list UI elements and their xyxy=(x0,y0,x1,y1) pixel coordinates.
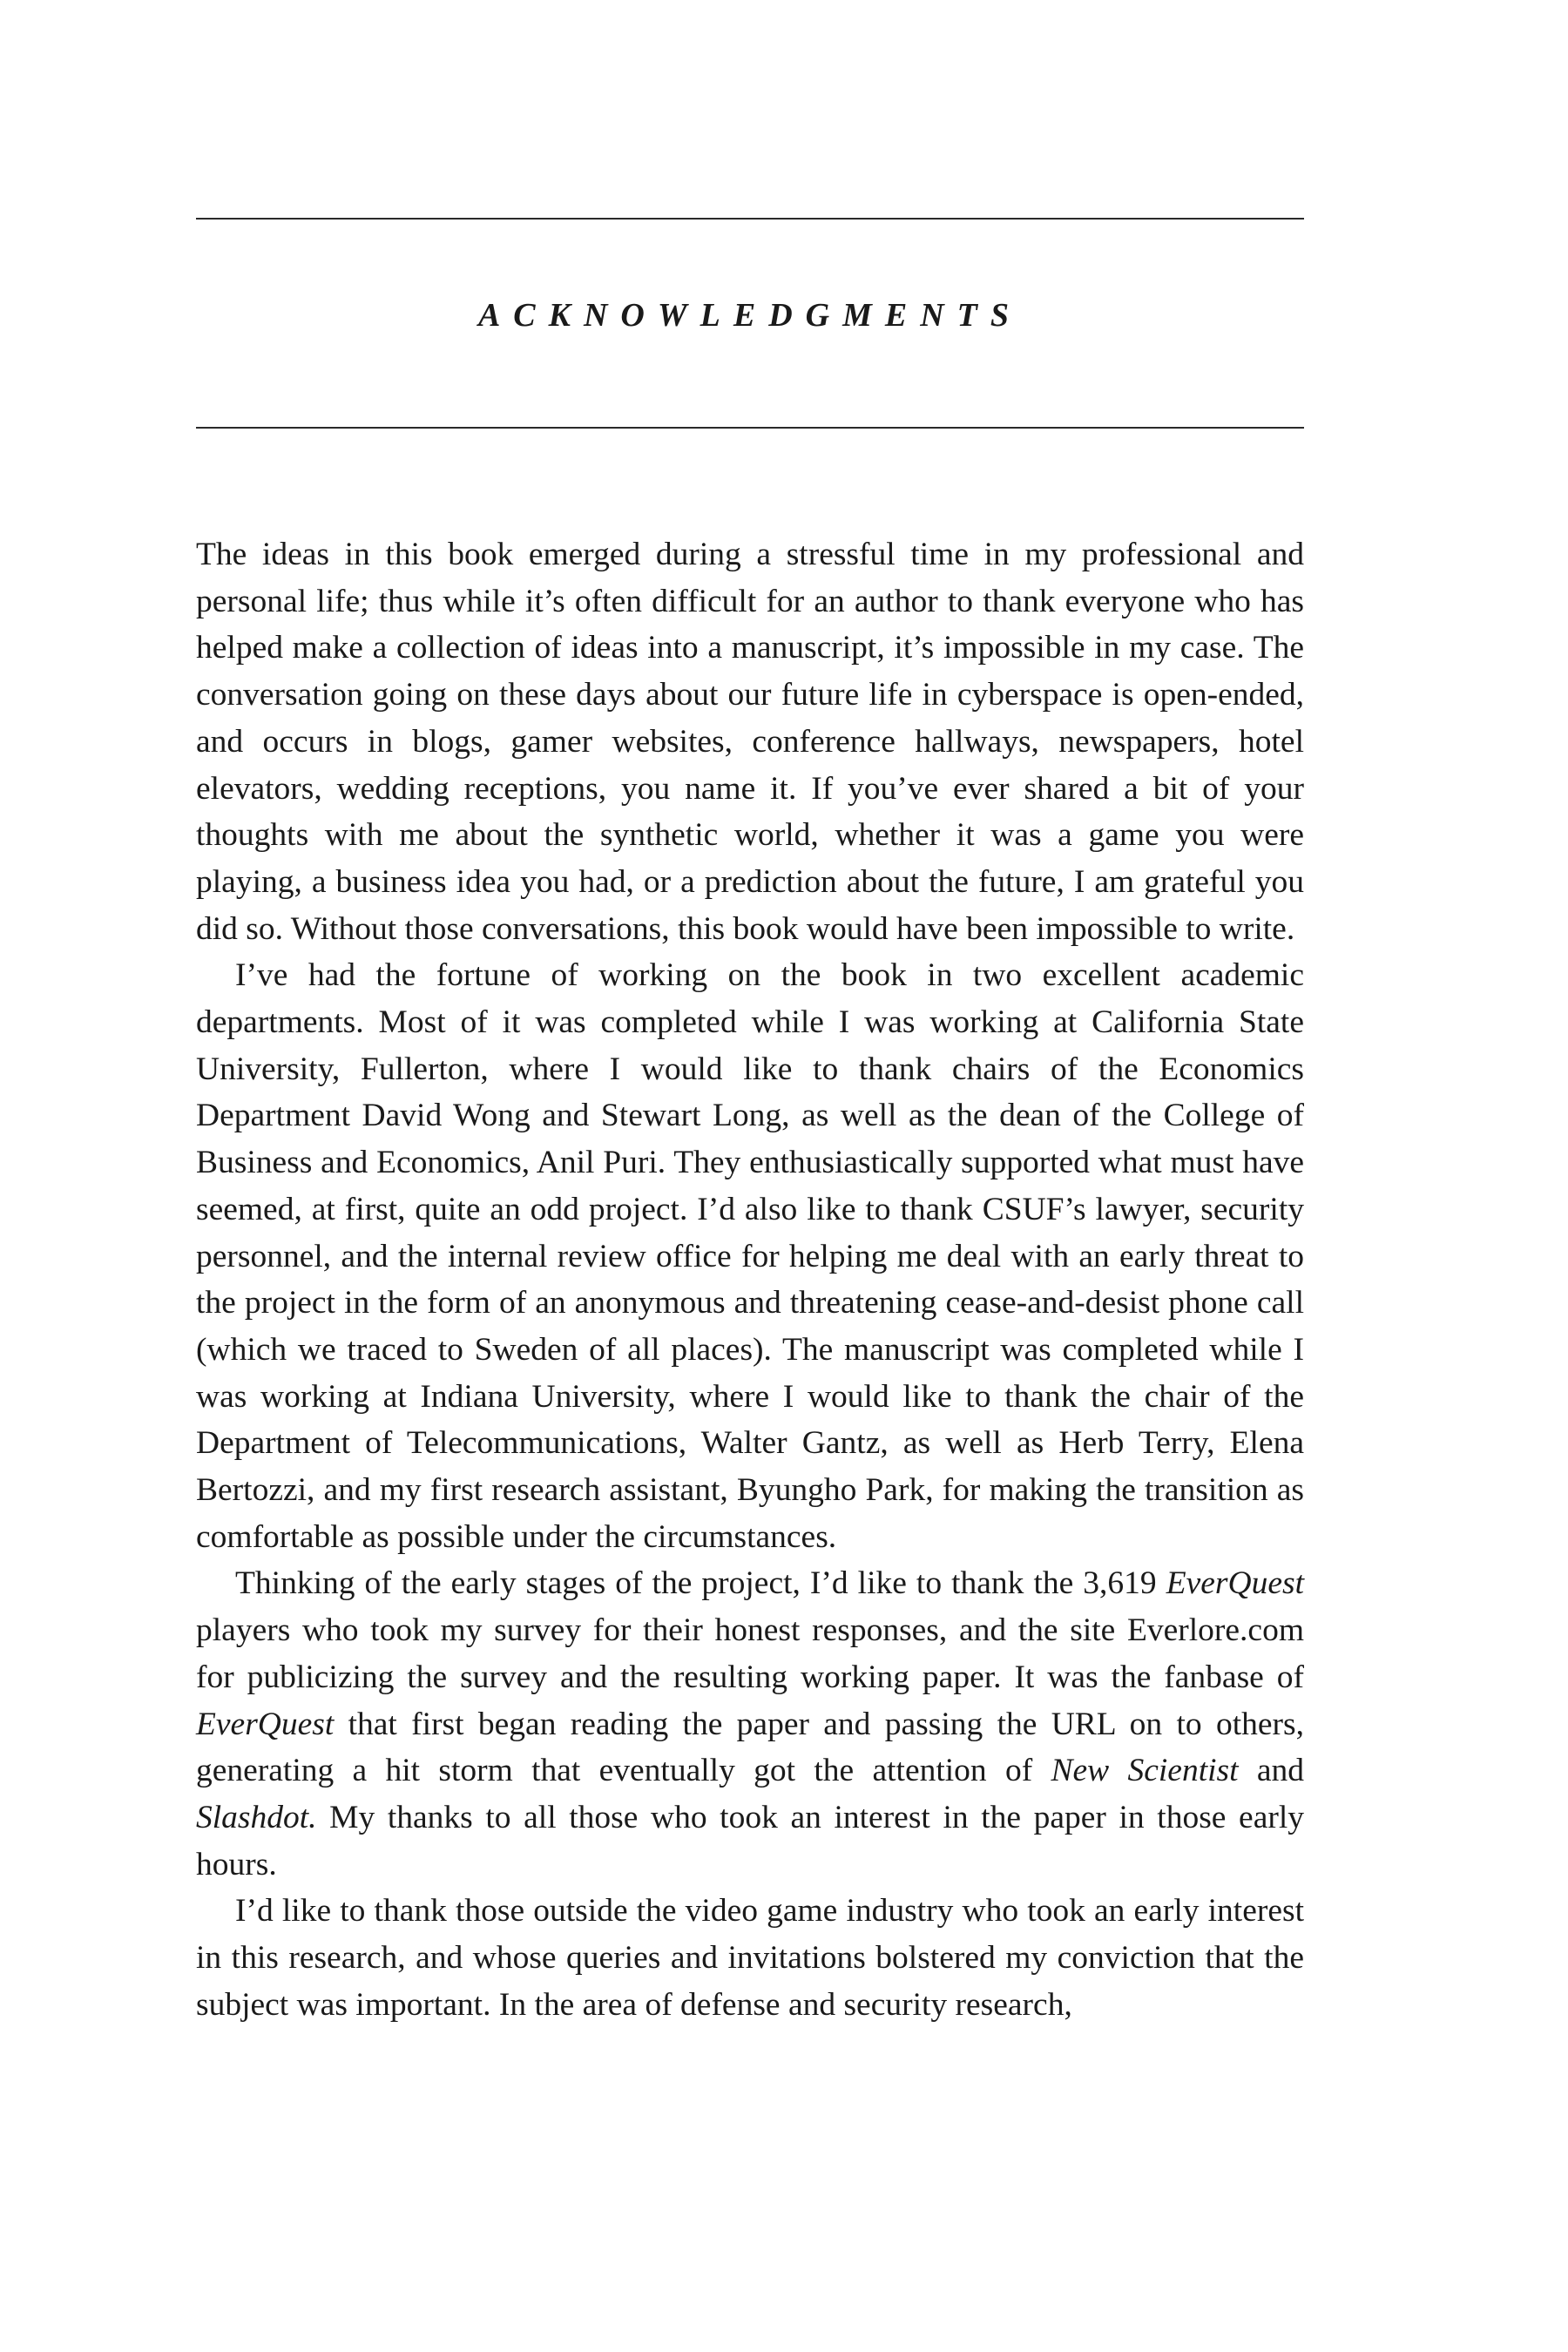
bottom-rule xyxy=(196,427,1304,429)
text-segment: and xyxy=(1238,1753,1304,1789)
paragraph xyxy=(196,531,1304,952)
top-rule xyxy=(196,218,1304,220)
italic-title: Slashdot. xyxy=(196,1799,317,1835)
body-text xyxy=(196,531,1304,2029)
paragraph xyxy=(196,1888,1304,2028)
paragraph xyxy=(196,1560,1304,1888)
text-segment: that first began reading the paper and passing the URL on to others, generating a hit storm that eventually got the attention of xyxy=(196,1706,1304,1789)
text-segment: Thinking of the early stages of the project, I’d like to thank the 3,619 xyxy=(235,1565,1166,1602)
text-segment: I’d like to thank those outside the video game industry who took an early interest in this research, and whose queries and invitations bolstered my conviction that the subject was important. In the area of defense and security research, xyxy=(196,1893,1304,2023)
paragraph xyxy=(196,952,1304,1560)
text-segment: My thanks to all those who took an interest in the paper in those early hours. xyxy=(196,1799,1304,1882)
italic-title: New Scientist xyxy=(1051,1753,1239,1789)
italic-title: EverQuest xyxy=(196,1706,335,1742)
page-title: ACKNOWLEDGMENTS xyxy=(477,297,1023,334)
text-segment: players who took my survey for their honest responses, and the site Everlore.com for publicizing the survey and the resulting working paper. It was the fanbase of xyxy=(196,1612,1304,1695)
text-segment: The ideas in this book emerged during a stressful time in my professional and personal life; thus while it’s often difficult for an author to thank everyone who has helped make a collection of ideas into a manuscript, it’s impossible in my case. The conversation going on these days about our future life in cyberspace is open-ended, and occurs in blogs, gamer websites, conference hallways, newspapers, hotel elevators, wedding receptions, you name it. If you’ve ever shared a bit of your thoughts with me about the synthetic world, whether it was a game you were playing, a business idea you had, or a prediction about the future, I am grateful you did so. Without those conversations, this book would have been impossible to write. xyxy=(196,537,1304,947)
italic-title: EverQuest xyxy=(1166,1565,1304,1602)
text-segment: I’ve had the fortune of working on the book in two excellent academic departments. Most of it was completed while I was working at California State University, Fullerton, where I would like to thank chairs of the Economics Department David Wong and Stewart Long, as well as the dean of the College of Business and Economics, Anil Puri. They enthusiastically supported what must have seemed, at first, quite an odd project. I’d also like to thank CSUF’s lawyer, security personnel, and the internal review office for helping me deal with an early threat to the project in the form of an anonymous and threatening cease-and-desist phone call (which we traced to Sweden of all places). The manuscript was completed while I was working at Indiana University, where I would like to thank the chair of the Department of Telecommunications, Walter Gantz, as well as Herb Terry, Elena Bertozzi, and my first research assistant, Byungho Park, for making the transition as comfortable as possible under the circumstances. xyxy=(196,957,1304,1555)
